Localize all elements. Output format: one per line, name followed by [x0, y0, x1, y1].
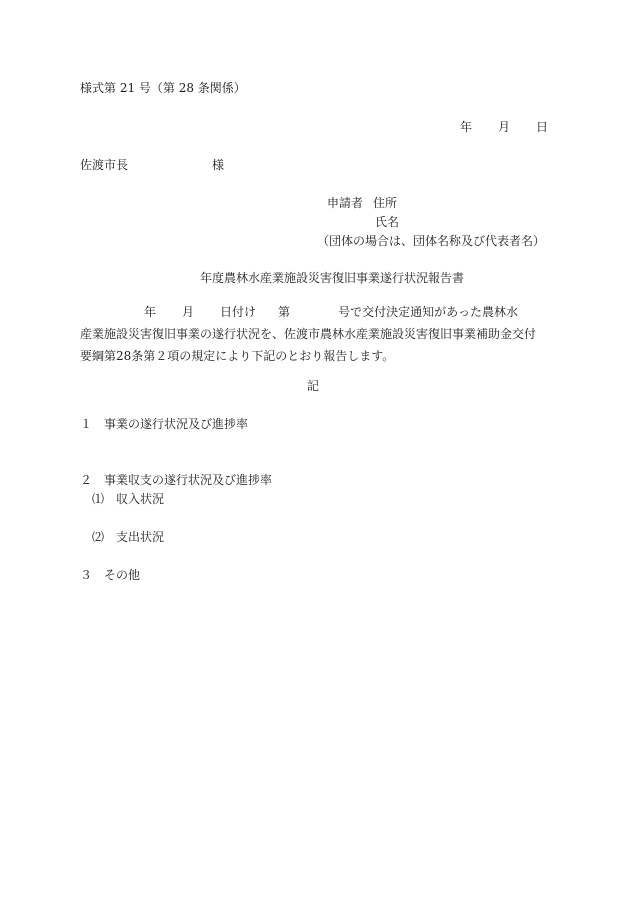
item-2-2: ⑵ 支出状況 [92, 530, 165, 544]
body-month-label: 月 [182, 305, 195, 319]
applicant-label: 申請者 [327, 196, 364, 210]
date-month-label: 月 [498, 120, 511, 134]
body-line-3: 要綱第28条第２項の規定により下記のとおり報告します。 [80, 349, 395, 363]
body-line-1 [80, 301, 555, 323]
item-2-1: ⑴ 収入状況 [92, 492, 165, 506]
document-title: 年度農林水産業施設災害復旧事業遂行状況報告書 [200, 271, 465, 285]
item-2: ２ 事業収支の遂行状況及び進捗率 [80, 473, 273, 487]
body-line-2: 産業施設災害復旧事業の遂行状況を、佐渡市農林水産業施設災害復旧事業補助金交付 [80, 327, 537, 341]
body-year-label: 年 [144, 305, 157, 319]
applicant-note: （団体の場合は、団体名称及び代表者名） [317, 234, 546, 248]
body-dai-label: 第 [278, 305, 291, 319]
addressee [80, 156, 224, 173]
addressee-name: 佐渡市長 [80, 158, 129, 172]
addressee-honorific: 様 [212, 158, 225, 172]
item-1: １ 事業の遂行状況及び進捗率 [80, 417, 249, 431]
ki-heading: 記 [307, 379, 320, 393]
form-number: 様式第 21 号（第 28 条関係） [80, 81, 246, 95]
applicant-name-label: 氏名 [375, 215, 400, 229]
item-3: ３ その他 [80, 568, 141, 582]
body-date-label: 日付け [220, 305, 257, 319]
body-line-1-rest: 号で交付決定通知があった農林水 [338, 305, 518, 319]
date-year-label: 年 [460, 120, 473, 134]
date-day-label: 日 [536, 120, 549, 134]
applicant-address-label: 住所 [373, 196, 398, 210]
applicant-address-row [327, 194, 397, 211]
date-line [460, 118, 548, 135]
body-paragraph [80, 301, 555, 367]
